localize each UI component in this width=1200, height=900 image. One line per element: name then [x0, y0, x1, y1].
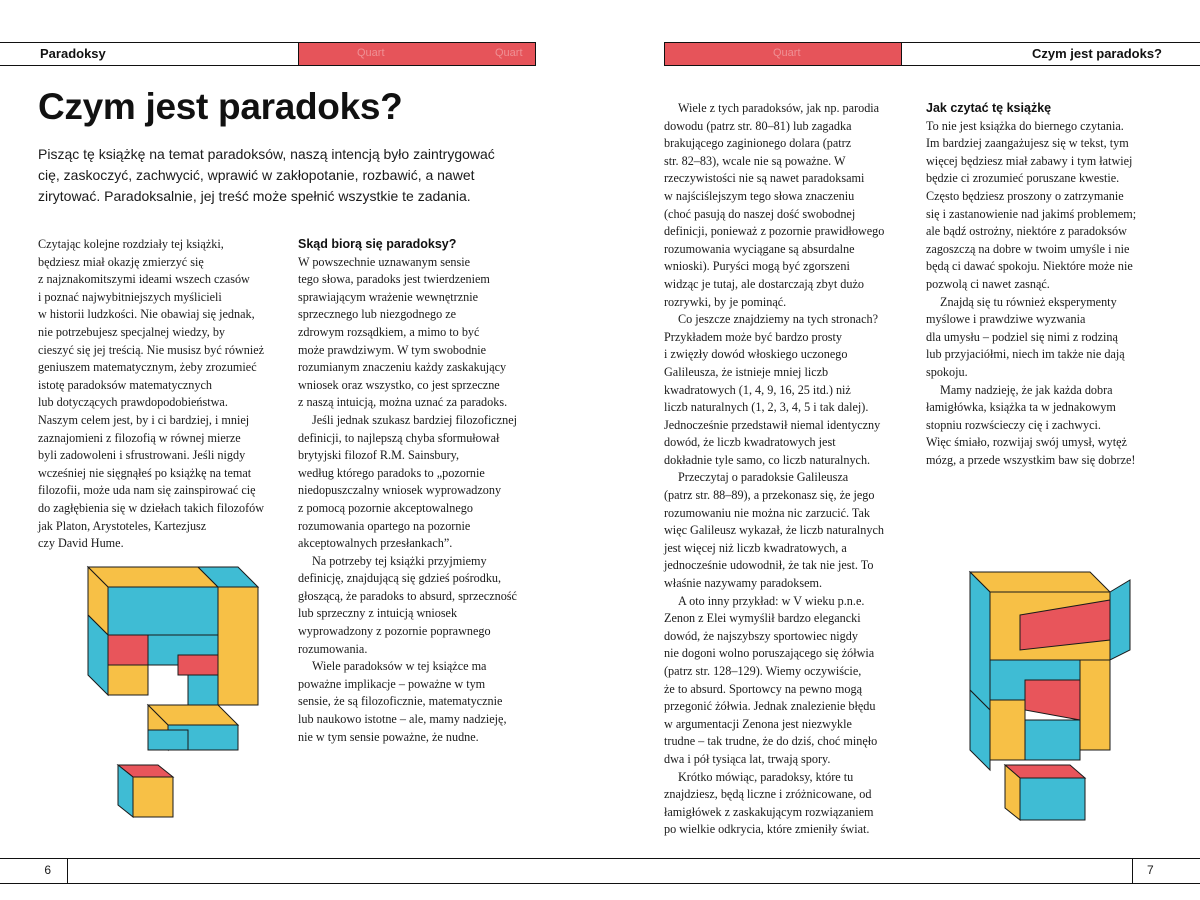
- section-heading: Skąd biorą się paradoksy?: [298, 237, 457, 251]
- text-column-right-2: [926, 100, 1170, 469]
- right-page: [600, 0, 1200, 900]
- text-column-left-2: [298, 236, 542, 746]
- body-paragraph: W powszechnie uznawanym sensie tego słowa, paradoks jest twierdzeniem sprawiającym wrażenie wewnętrznie sprzecznego lub niezgodnego ze zdrowym rozsądkiem, a mimo to być może prawdziwym. W tym swobodnie rozumianym znaczeniu każdy zaskakujący wniosek oraz wszystko, co jest sprzeczne z naszą intuicją, można uznać za paradoks.: [298, 254, 508, 410]
- body-paragraph: Czytając kolejne rozdziały tej książki, będziesz miał okazję zmierzyć się z najznakomitszymi ideami wszech czasów i poznać najwybitniejszych myślicieli w historii ludzkości. Nie obawiaj się jednak, nie potrzebujesz specjalnej wiedzy, by cieszyć się jej treścią. Nie musisz być również geniuszem matematycznym, żeby zrozumieć istotę paradoksów matematycznych lub dotyczących prawdopodobieństwa. Naszym celem jest, by i ci bardziej, i mniej zaznajomieni z filozofią w równej mierze byli zadowoleni i sfrustrowani. Jeśli nigdy wcześniej nie sięgnąłeś po książkę na temat filozofii, może uda nam się zainspirować cię do zagłębienia się w dziełach takich filozofów jak Platon, Arystoteles, Kartezjusz czy David Hume.: [38, 237, 265, 551]
- running-footer-left: [0, 858, 600, 884]
- text-column-right-1: [664, 100, 914, 839]
- body-paragraph: Znajdą się tu również eksperymenty myślowe i prawdziwe wyzwania dla umysłu – podziel się nimi z rodziną lub przyjaciółmi, niech im także nie dają spokoju.: [926, 294, 1125, 379]
- running-footer-right: [600, 858, 1200, 884]
- watermark-text: Quart: [357, 47, 385, 59]
- page-number-right: 7: [1132, 858, 1200, 884]
- body-paragraph: Co jeszcze znajdziemy na tych stronach? Przykładem może być bardzo prosty i zwięzły dowód włoskiego uczonego Galileusza, że istnieje mniej liczb kwadratowych (1, 4, 9, 16, 25 itd.) niż liczb naturalnych (1, 2, 3, 4, 5 i tak dalej). Jednocześnie przedstawił niemal identyczny dowód, że liczb kwadratowych jest dokładnie tyle samo, co liczb naturalnych.: [664, 312, 881, 467]
- intro-paragraph: Pisząc tę książkę na temat paradoksów, naszą intencją było zaintrygować cię, zaskoczyć, zachwycić, wprawić w zakłopotanie, rozbawić, a nawet zirytować. Paradoksalnie, jej treść może spełnić wszystkie te zadania.: [38, 146, 495, 204]
- page-number-left: 6: [0, 858, 68, 884]
- body-paragraph: A oto inny przykład: w V wieku p.n.e. Zenon z Elei wymyślił bardzo elegancki dowód, że najszybszy sportowiec nigdy nie dogoni wolno poruszającego się żółwia (patrz str. 128–129). Wiemy oczywiście, że to absurd. Sportowcy na pewno mogą przegonić żółwia. Jednak znalezienie błędu w argumentacji Zenona jest niezwykle trudne – tak trudne, że do dziś, choć minęło dwa i pół tysiąca lat, trwają spory.: [664, 593, 878, 766]
- watermark-text: Quart: [773, 47, 801, 59]
- body-paragraph: Wiele z tych paradoksów, jak np. parodia dowodu (patrz str. 80–81) lub zagadka brakującego zaginionego dolara (patrz str. 82–83), wcale nie są poważne. W rzeczywistości nie są nawet paradoksami w najściślejszym tego słowa znaczeniu (choć pasują do naszej dość swobodnej definicji, ponieważ z pozornie prawidłowego rozumowania wyciągane są absurdalne wnioski). Puryści mogą być zgorszeni widząc je tutaj, ale dostarczają zbyt dużo rozrywki, by je pominąć.: [664, 101, 885, 309]
- body-paragraph: Jeśli jednak szukasz bardziej filozoficznej definicji, to najlepszą chyba sformułował brytyjski filozof R.M. Sainsbury, według którego paradoks to „pozornie niedopuszczalny wniosek wyprowadzony z pomocą pozornie akceptowalnego rozumowania opartego na pozornie akceptowalnych przesłankach”.: [298, 412, 518, 551]
- body-paragraph: Krótko mówiąc, paradoksy, które tu znajdziesz, będą liczne i zróżnicowane, od łamigłówek z zaskakującym rozwiązaniem po wielkie odkrycia, które zmieniły świat.: [664, 769, 874, 837]
- running-title-right: Czym jest paradoks?: [1031, 46, 1162, 61]
- question-mark-cube-illustration: [78, 555, 278, 830]
- body-paragraph: Przeczytaj o paradoksie Galileusza (patrz str. 88–89), a przekonasz się, że jego rozumowaniu nie można nic zarzucić. Tak więc Galileusz wykazał, że liczb naturalnych jest więcej niż liczb kwadratowych, a jednocześnie udowodnił, że tak nie jest. To właśnie nazywamy paradoksem.: [664, 470, 884, 591]
- body-paragraph: To nie jest książka do biernego czytania. Im bardziej zaangażujesz się w tekst, tym więcej będziesz miał zabawy i tym łatwiej będzie ci zrozumieć poruszane kwestie. Często będziesz proszony o zatrzymanie się i zastanowienie nad jakimś problemem; ale bądź ostrożny, niektóre z paradoksów zagoszczą na dobre w twoim umyśle i nie będą ci dawać spokoju. Niektóre może nie pozwolą ci nawet zasnąć.: [926, 118, 1137, 291]
- running-header-left: [0, 42, 536, 66]
- header-color-band: [664, 43, 902, 65]
- page-title: Czym jest paradoks?: [38, 86, 403, 127]
- text-column-left-1: [38, 236, 278, 553]
- watermark-text: Quart: [495, 47, 523, 59]
- running-header-right: [664, 42, 1200, 66]
- header-color-band: [298, 43, 536, 65]
- reversed-shape-cube-illustration: [950, 560, 1150, 835]
- body-paragraph: Wiele paradoksów w tej książce ma poważne implikacje – poważne w tym sensie, że są filozoficznie, matematycznie lub naukowo istotne – ale, mamy nadzieję, nie w tym sensie poważne, że nudne.: [298, 659, 507, 744]
- body-paragraph: Mamy nadzieję, że jak każda dobra łamigłówka, książka ta w jednakowym stopniu rozwścieczy cię i zachwyci. Więc śmiało, rozwijaj swój umysł, wytęż mózg, a przede wszystkim baw się dobrze!: [926, 382, 1136, 467]
- section-heading: Jak czytać tę książkę: [926, 101, 1052, 115]
- body-paragraph: Na potrzeby tej książki przyjmiemy definicję, znajdującą się gdzieś pośrodku, głoszącą, że paradoks to absurd, sprzeczność lub sprzeczny z intuicją wniosek wyprowadzony z pozornie poprawnego rozumowania.: [298, 553, 517, 656]
- running-title-left: Paradoksy: [40, 46, 106, 61]
